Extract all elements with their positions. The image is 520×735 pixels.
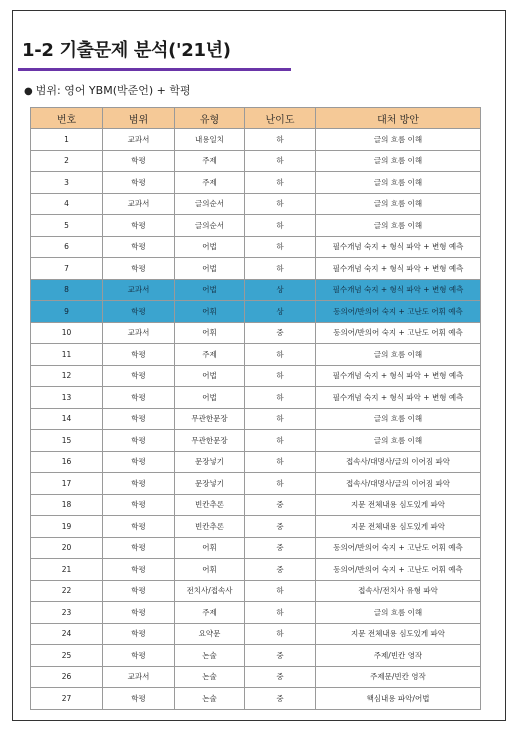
table-row (31, 387, 481, 409)
cell-number: 25 (31, 645, 103, 667)
cell-scope: 학평 (103, 301, 175, 323)
header-type: 유형 (175, 108, 245, 129)
cell-type: 빈칸추론 (175, 494, 245, 516)
cell-difficulty: 하 (245, 408, 316, 430)
cell-number: 11 (31, 344, 103, 366)
table-row (31, 408, 481, 430)
cell-type: 글의순서 (175, 215, 245, 237)
cell-plan: 글의 흐름 이해 (316, 150, 481, 172)
cell-plan: 필수개념 숙지 + 형식 파악 + 변형 예측 (316, 279, 481, 301)
cell-type: 어휘 (175, 301, 245, 323)
cell-type: 논술 (175, 688, 245, 710)
cell-difficulty: 중 (245, 688, 316, 710)
cell-number: 1 (31, 129, 103, 151)
cell-number: 14 (31, 408, 103, 430)
table-row (31, 150, 481, 172)
cell-difficulty: 중 (245, 537, 316, 559)
cell-type: 무관한문장 (175, 408, 245, 430)
cell-type: 어휘 (175, 537, 245, 559)
table-body (31, 129, 481, 710)
cell-scope: 학평 (103, 473, 175, 495)
cell-plan: 핵심내용 파악/어법 (316, 688, 481, 710)
table-row (31, 580, 481, 602)
scope-text: 범위: 영어 YBM(박준언) + 학평 (35, 84, 191, 97)
cell-type: 논술 (175, 666, 245, 688)
bullet-icon: ● (24, 86, 33, 97)
table-row (31, 559, 481, 581)
cell-type: 빈칸추론 (175, 516, 245, 538)
cell-difficulty: 중 (245, 322, 316, 344)
cell-plan: 동의어/반의어 숙지 + 고난도 어휘 예측 (316, 537, 481, 559)
cell-number: 2 (31, 150, 103, 172)
cell-plan: 글의 흐름 이해 (316, 172, 481, 194)
cell-scope: 학평 (103, 623, 175, 645)
cell-type: 어법 (175, 279, 245, 301)
analysis-table (30, 107, 481, 710)
cell-type: 논술 (175, 645, 245, 667)
table-row (31, 666, 481, 688)
cell-plan: 글의 흐름 이해 (316, 129, 481, 151)
cell-scope: 학평 (103, 430, 175, 452)
cell-difficulty: 하 (245, 387, 316, 409)
cell-difficulty: 하 (245, 172, 316, 194)
cell-difficulty: 중 (245, 645, 316, 667)
cell-difficulty: 중 (245, 516, 316, 538)
cell-number: 12 (31, 365, 103, 387)
cell-plan: 필수개념 숙지 + 형식 파악 + 변형 예측 (316, 258, 481, 280)
cell-scope: 학평 (103, 258, 175, 280)
cell-number: 4 (31, 193, 103, 215)
cell-type: 어법 (175, 236, 245, 258)
cell-plan: 글의 흐름 이해 (316, 215, 481, 237)
cell-difficulty: 하 (245, 193, 316, 215)
cell-type: 주제 (175, 344, 245, 366)
table-row (31, 494, 481, 516)
cell-scope: 학평 (103, 215, 175, 237)
cell-number: 9 (31, 301, 103, 323)
cell-plan: 접속사/대명사/글의 이어짐 파악 (316, 473, 481, 495)
cell-plan: 접속사/대명사/글의 이어짐 파악 (316, 451, 481, 473)
table-row (31, 236, 481, 258)
cell-number: 24 (31, 623, 103, 645)
cell-scope: 교과서 (103, 193, 175, 215)
cell-scope: 교과서 (103, 279, 175, 301)
cell-difficulty: 하 (245, 602, 316, 624)
cell-plan: 글의 흐름 이해 (316, 430, 481, 452)
cell-plan: 주제/빈칸 영작 (316, 645, 481, 667)
cell-difficulty: 하 (245, 430, 316, 452)
table-header-row (31, 108, 481, 129)
cell-number: 3 (31, 172, 103, 194)
cell-type: 어휘 (175, 559, 245, 581)
cell-type: 무관한문장 (175, 430, 245, 452)
cell-scope: 학평 (103, 537, 175, 559)
cell-number: 7 (31, 258, 103, 280)
cell-plan: 필수개념 숙지 + 형식 파악 + 변형 예측 (316, 236, 481, 258)
cell-scope: 학평 (103, 494, 175, 516)
cell-type: 전치사/접속사 (175, 580, 245, 602)
cell-number: 6 (31, 236, 103, 258)
cell-difficulty: 중 (245, 559, 316, 581)
cell-difficulty: 중 (245, 494, 316, 516)
table-row (31, 688, 481, 710)
cell-scope: 학평 (103, 580, 175, 602)
cell-plan: 동의어/반의어 숙지 + 고난도 어휘 예측 (316, 322, 481, 344)
cell-difficulty: 하 (245, 451, 316, 473)
cell-type: 내용일치 (175, 129, 245, 151)
cell-scope: 학평 (103, 172, 175, 194)
cell-difficulty: 하 (245, 236, 316, 258)
cell-number: 5 (31, 215, 103, 237)
cell-number: 17 (31, 473, 103, 495)
cell-plan: 지문 전체내용 심도있게 파악 (316, 623, 481, 645)
cell-number: 26 (31, 666, 103, 688)
cell-difficulty: 중 (245, 666, 316, 688)
cell-plan: 동의어/반의어 숙지 + 고난도 어휘 예측 (316, 559, 481, 581)
table-row (31, 537, 481, 559)
table-row (31, 516, 481, 538)
cell-number: 19 (31, 516, 103, 538)
cell-difficulty: 하 (245, 344, 316, 366)
cell-scope: 학평 (103, 344, 175, 366)
header-number: 번호 (31, 108, 103, 129)
table-row (31, 301, 481, 323)
cell-plan: 필수개념 숙지 + 형식 파악 + 변형 예측 (316, 365, 481, 387)
header-plan: 대처 방안 (316, 108, 481, 129)
header-difficulty: 난이도 (245, 108, 316, 129)
cell-scope: 학평 (103, 602, 175, 624)
table-row (31, 623, 481, 645)
cell-number: 10 (31, 322, 103, 344)
cell-number: 21 (31, 559, 103, 581)
title-underline (18, 68, 291, 71)
cell-difficulty: 하 (245, 258, 316, 280)
table-row (31, 645, 481, 667)
cell-difficulty: 하 (245, 129, 316, 151)
cell-type: 요약문 (175, 623, 245, 645)
cell-number: 8 (31, 279, 103, 301)
cell-scope: 학평 (103, 688, 175, 710)
header-scope: 범위 (103, 108, 175, 129)
cell-plan: 지문 전체내용 심도있게 파악 (316, 516, 481, 538)
page-title: 1-2 기출문제 분석('21년) (22, 40, 231, 61)
scope-line (24, 82, 191, 98)
cell-type: 주제 (175, 602, 245, 624)
cell-type: 주제 (175, 172, 245, 194)
cell-type: 문장넣기 (175, 451, 245, 473)
cell-scope: 교과서 (103, 666, 175, 688)
table-row (31, 473, 481, 495)
cell-scope: 학평 (103, 451, 175, 473)
cell-number: 13 (31, 387, 103, 409)
cell-scope: 학평 (103, 516, 175, 538)
table-row (31, 215, 481, 237)
cell-number: 22 (31, 580, 103, 602)
cell-type: 주제 (175, 150, 245, 172)
cell-plan: 글의 흐름 이해 (316, 193, 481, 215)
cell-difficulty: 하 (245, 150, 316, 172)
cell-number: 20 (31, 537, 103, 559)
cell-scope: 학평 (103, 236, 175, 258)
cell-difficulty: 상 (245, 279, 316, 301)
cell-scope: 학평 (103, 559, 175, 581)
table-row (31, 365, 481, 387)
table-row (31, 258, 481, 280)
table-row (31, 430, 481, 452)
cell-scope: 학평 (103, 645, 175, 667)
cell-number: 16 (31, 451, 103, 473)
cell-plan: 접속사/전치사 유형 파악 (316, 580, 481, 602)
table-row (31, 322, 481, 344)
cell-scope: 학평 (103, 365, 175, 387)
cell-plan: 주제문/빈칸 영작 (316, 666, 481, 688)
cell-type: 어법 (175, 258, 245, 280)
cell-type: 어법 (175, 365, 245, 387)
table-row (31, 172, 481, 194)
cell-difficulty: 하 (245, 580, 316, 602)
cell-type: 문장넣기 (175, 473, 245, 495)
cell-plan: 글의 흐름 이해 (316, 602, 481, 624)
cell-difficulty: 하 (245, 473, 316, 495)
table-row (31, 451, 481, 473)
table-row (31, 279, 481, 301)
cell-difficulty: 상 (245, 301, 316, 323)
cell-plan: 글의 흐름 이해 (316, 344, 481, 366)
cell-scope: 학평 (103, 408, 175, 430)
cell-difficulty: 하 (245, 365, 316, 387)
cell-plan: 필수개념 숙지 + 형식 파악 + 변형 예측 (316, 387, 481, 409)
cell-difficulty: 하 (245, 623, 316, 645)
cell-plan: 지문 전체내용 심도있게 파악 (316, 494, 481, 516)
cell-number: 15 (31, 430, 103, 452)
cell-type: 글의순서 (175, 193, 245, 215)
cell-scope: 학평 (103, 387, 175, 409)
cell-number: 18 (31, 494, 103, 516)
cell-scope: 교과서 (103, 129, 175, 151)
cell-number: 27 (31, 688, 103, 710)
cell-difficulty: 하 (245, 215, 316, 237)
cell-type: 어법 (175, 387, 245, 409)
table-row (31, 193, 481, 215)
cell-plan: 글의 흐름 이해 (316, 408, 481, 430)
table-row (31, 344, 481, 366)
table-row (31, 602, 481, 624)
cell-plan: 동의어/반의어 숙지 + 고난도 어휘 예측 (316, 301, 481, 323)
cell-scope: 교과서 (103, 322, 175, 344)
table-row (31, 129, 481, 151)
cell-type: 어휘 (175, 322, 245, 344)
cell-number: 23 (31, 602, 103, 624)
cell-scope: 학평 (103, 150, 175, 172)
